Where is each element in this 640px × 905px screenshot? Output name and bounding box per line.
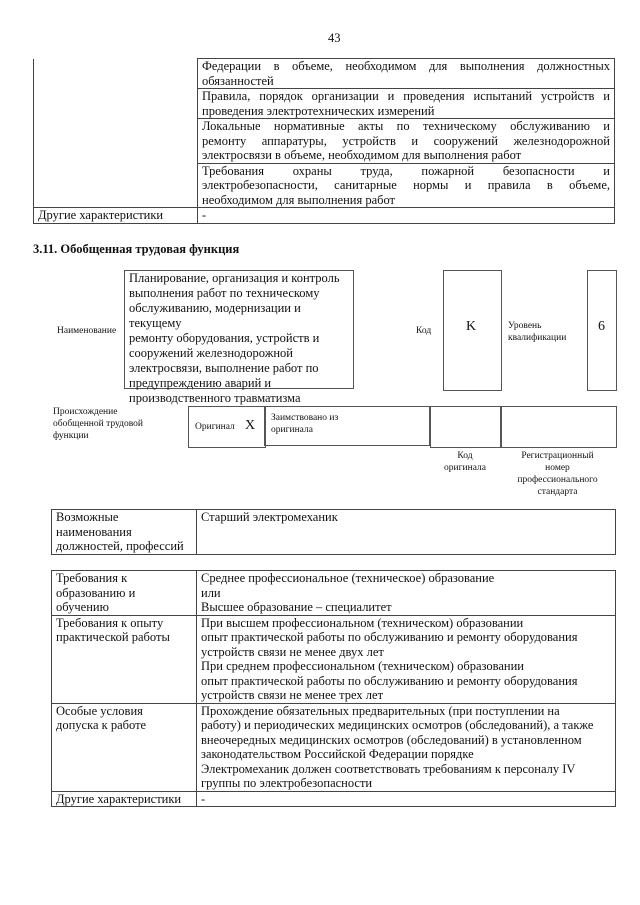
original-code-caption [430,450,500,474]
row-label [52,571,197,616]
borrowed-cell [264,406,430,446]
row-label [52,615,197,703]
row-label [34,163,198,208]
row-value [198,163,615,208]
positions-table [51,509,616,555]
text-line: - [201,791,206,806]
text-line: или [201,585,221,600]
table-row [34,89,615,119]
text-line: При высшем профессиональном (техническом) образовании [201,615,524,630]
text-line: оригинала [271,425,313,435]
row-value [197,571,616,616]
text-line: Правила, порядок организации и проведения испытаний устройств и [202,89,610,103]
text-line: - [202,208,207,222]
text-line: ремонту оборудования, устройств и [129,331,320,345]
text-line: Локальные нормативные акты по техническому обслуживанию и [202,119,610,133]
row-label [34,89,198,119]
level-box [587,270,617,391]
text-line: обязанностей [202,73,274,88]
text-line: Код [457,451,473,461]
row-label [34,119,198,164]
text-line: Заимствовано из [271,413,339,423]
text-line: обобщенной трудовой [53,419,143,429]
text-line: Другие характеристики [56,791,182,806]
positions-label [52,510,197,555]
reg-number-cell [500,406,617,448]
text-line: Электромеханик должен соответствовать требованиям к персоналу IV [201,761,576,776]
text-line: опыт практической работы по обслуживанию и ремонту оборудования [201,630,578,644]
text-line: Возможные [56,510,119,524]
text-line: внеочередных медицинских осмотров (обследований) в установленном [201,732,582,747]
knowledge-table [33,58,615,224]
row-label [52,791,197,807]
text-line: Требования к опыту [56,615,164,630]
text-line: Федерации в объеме, необходимом для выполнения должностных [202,59,610,73]
function-name-box [124,270,354,405]
text-line: электросвязи, выполнение работ по [129,361,319,375]
table-row [34,119,615,164]
text-line: электросвязи в объеме, необходимом для выполнения работ [202,148,522,162]
requirements-table [51,570,616,807]
text-line: Прохождение обязательных предварительных (при поступлении на [201,703,560,718]
level-value: 6 [598,319,605,334]
text-line: устройств связи не менее двух лет [201,644,384,659]
text-line: электробезопасности, санитарные нормы и правила в объеме, [202,178,610,192]
table-row [52,791,616,807]
text-line: Регистрационный [521,451,594,461]
text-line: выполнения работ по техническому [129,286,320,300]
text-line: Среднее профессиональное (техническое) образование [201,571,495,585]
row-value [198,119,615,164]
text-line: Требования охраны труда, пожарной безопасности и [202,163,610,178]
text-line: оригинала [444,463,486,473]
text-line: производственного травматизма [129,391,301,405]
level-label [508,320,566,344]
text-line: Уровень [508,321,542,331]
original-label: Оригинал [195,422,235,432]
text-line: При среднем профессиональном (техническом) образовании [201,659,524,673]
text-line: квалификации [508,333,567,343]
text-line: должностей, профессий [56,539,184,553]
reg-number-caption [500,450,615,498]
row-value [197,703,616,791]
text-line: обучению [56,600,109,614]
table-row [34,59,615,89]
text-line: допуска к работе [56,718,147,732]
name-label: Наименование [57,326,117,336]
text-line: Происхождение [53,407,118,417]
text-line: группы по электробезопасности [201,776,373,790]
text-line: Высшее образование – специалитет [201,600,392,614]
table-row [52,615,616,703]
row-label [52,703,197,791]
text-line: Требования к [56,571,128,585]
text-line: функции [53,431,89,441]
text-line: сооружений железнодорожной [129,346,293,360]
text-line: проведения электротехнических измерений [202,103,435,118]
row-value [197,791,616,807]
text-line: законодательством Российской Федерации порядке [201,747,474,761]
code-value: K [466,319,477,334]
original-cell [188,406,266,448]
row-value [197,615,616,703]
text-line: наименования [56,524,132,539]
row-value [198,208,615,224]
table-row [52,703,616,791]
positions-value: Старший электромеханик [197,510,616,555]
original-code-cell [430,406,502,448]
text-line: номер [545,463,570,473]
text-line: Особые условия [56,703,143,718]
text-line: профессионального [517,475,598,485]
row-label [34,59,198,89]
origin-label [53,406,143,442]
row-value [198,59,615,89]
text-line: работу) и периодических медицинских осмотров (обследований), а также [201,718,594,732]
row-value [198,89,615,119]
table-row [34,163,615,208]
text-line: Планирование, организация и контроль [129,271,340,285]
text-line: ремонту аппаратуры, устройств и сооружений железнодорожной [202,133,610,148]
text-line: стандарта [537,487,578,497]
code-box [443,270,502,391]
text-line: предупреждению аварий и [129,376,272,390]
text-line: необходимом для выполнения работ [202,192,396,207]
code-label: Код [416,326,432,336]
text-line: образованию и [56,585,136,600]
text-line: опыт практической работы по обслуживанию и ремонту оборудования [201,673,578,688]
original-mark: X [245,418,256,433]
text-line: обслуживанию, модернизации и текущему [129,301,301,330]
page-number: 43 [328,31,341,45]
section-heading: 3.11. Обобщенная трудовая функция [33,242,240,256]
text-line: устройств связи не менее трех лет [201,688,384,702]
table-row [34,208,615,224]
text-line: практической работы [56,630,170,644]
table-row [52,571,616,616]
row-label: Другие характеристики [34,208,198,224]
